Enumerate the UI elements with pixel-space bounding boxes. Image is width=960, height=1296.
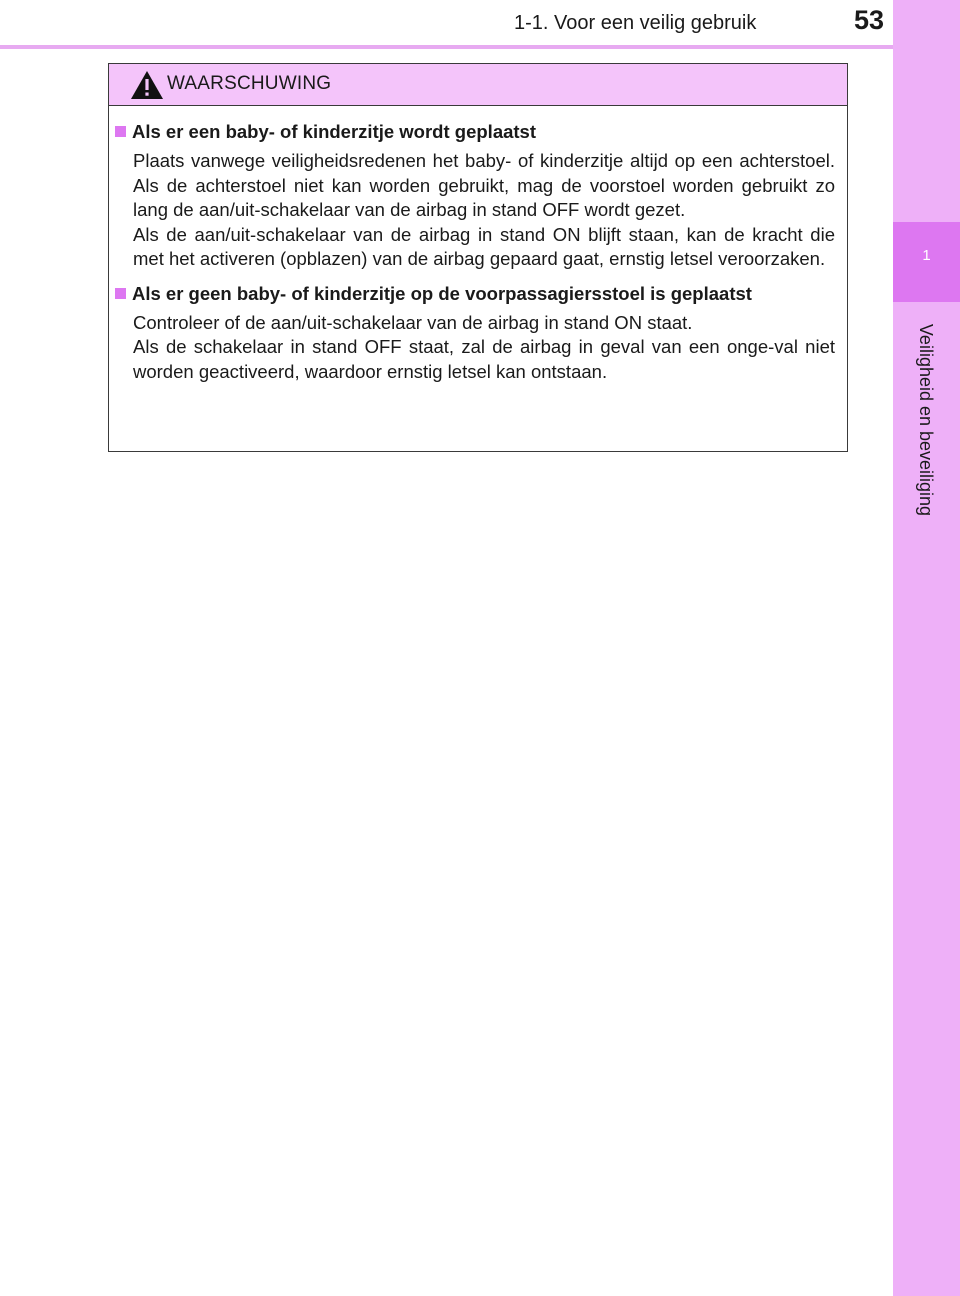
warning-box — [108, 63, 848, 452]
warning-header — [109, 64, 847, 106]
square-bullet-icon — [115, 288, 126, 299]
header-divider — [0, 45, 893, 49]
warning-item-text — [133, 311, 835, 385]
warning-item-text — [133, 149, 835, 272]
page-number: 53 — [853, 5, 884, 35]
chapter-sidebar — [893, 0, 960, 1296]
warning-item-heading-text: Als er geen baby- of kinderzitje op de voorpassagiersstoel is geplaatst — [132, 282, 752, 304]
warning-item-heading — [115, 281, 835, 307]
warning-item-heading — [115, 119, 835, 145]
warning-item — [115, 281, 835, 385]
warning-item-paragraph: Als de aan/uit-schakelaar van de airbag in stand ON blijft staan, kan de kracht die met het activeren (opblazen) van de airbag gepaard gaat, ernstig letsel veroorzaken. — [133, 223, 835, 269]
square-bullet-icon — [115, 126, 126, 137]
warning-item-heading-text: Als er een baby- of kinderzitje wordt geplaatst — [132, 121, 537, 142]
warning-body — [109, 106, 847, 384]
warning-item-paragraph: Controleer of de aan/uit-schakelaar van de airbag in stand ON staat. — [133, 311, 693, 333]
warning-triangle-icon — [130, 70, 164, 100]
warning-title: WAARSCHUWING — [167, 73, 332, 94]
warning-item-paragraph: Plaats vanwege veiligheidsredenen het baby- of kinderzitje altijd op een achterstoel. Als de achterstoel niet kan worden gebruikt, mag de voorstoel worden gebruikt zo lang de aan/uit-schakelaar van de airbag in stand OFF wordt gezet. — [133, 150, 835, 220]
chapter-number: 1 — [922, 247, 931, 264]
chapter-title: Veiligheid en beveiliging — [916, 323, 936, 517]
warning-item — [115, 119, 835, 272]
section-title: 1-1. Voor een veilig gebruik — [514, 12, 757, 34]
warning-item-paragraph: Als de schakelaar in stand OFF staat, zal de airbag in geval van een onge-val niet worden geactiveerd, waardoor ernstig letsel kan ontstaan. — [133, 336, 835, 382]
